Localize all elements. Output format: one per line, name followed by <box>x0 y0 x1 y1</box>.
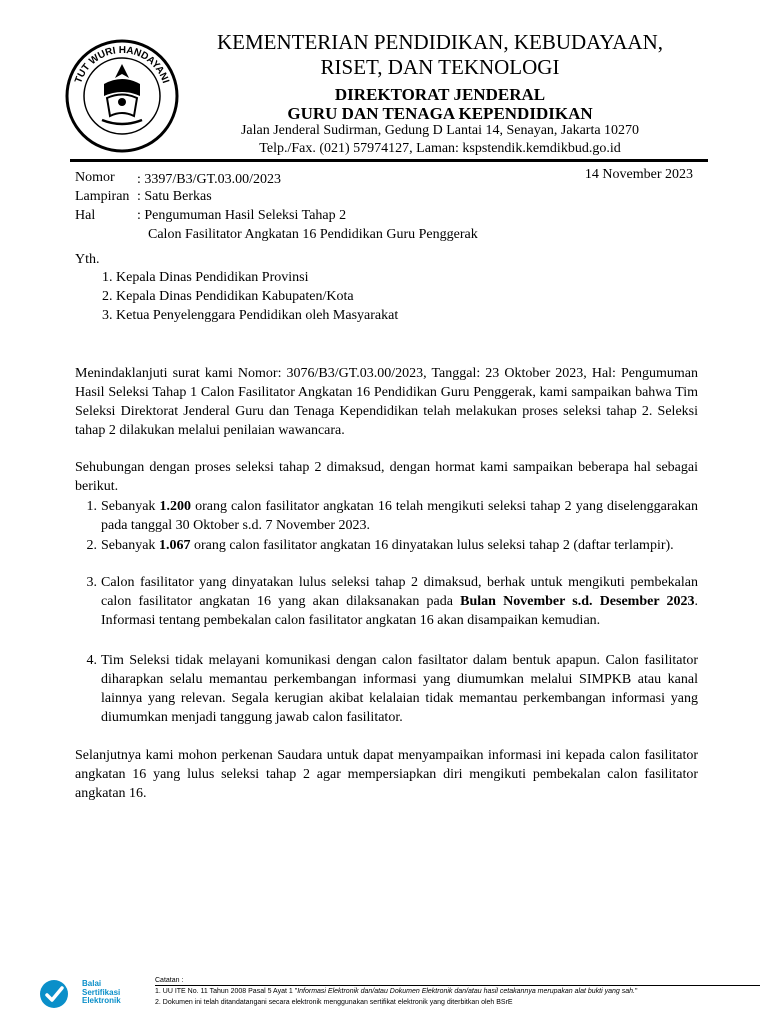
salutation: Yth. <box>75 252 100 267</box>
body-paragraph-1: Menindaklanjuti surat kami Nomor: 3076/B3/GT.03.00/2023, Tanggal: 23 Oktober 2023, Hal: Pengumuman Hasil Seleksi Tahap 1 Calon Fasilitator Angkatan 16 Pendidikan Guru Penggerak, kami sampaikan bahwa Tim Seleksi Direktorat Jenderal Guru dan Tenaga Kependidikan telah melakukan proses seleksi tahap 2. Seleksi tahap 2 dilakukan melalui penilaian wawancara. <box>75 366 698 438</box>
bsre-name: Balai Sertifikasi Elektronik <box>82 979 121 1005</box>
logo-motto: TUT WURI HANDAYANI <box>73 44 171 85</box>
footer-note-1: 1. UU ITE No. 11 Tahun 2008 Pasal 5 Ayat 1 "Informasi Elektronik dan/atau Dokumen Elektronik dan/atau hasil cetakannya merupakan alat bukti yang sah." <box>155 988 638 995</box>
footer-notes <box>155 975 755 1008</box>
lampiran-value: : Satu Berkas <box>137 189 212 204</box>
item-number: 4. <box>86 653 97 668</box>
item-text: Sebanyak 1.200 orang calon fasilitator angkatan 16 telah mengikuti seleksi tahap 2 yang diselenggarakan pada tanggal 30 Oktober s.d. 7 November 2023. <box>101 499 698 533</box>
item-number: 3. <box>86 575 97 590</box>
hal-value: : Pengumuman Hasil Seleksi Tahap 2 <box>137 208 347 223</box>
body-paragraph-3: Selanjutnya kami mohon perkenan Saudara untuk dapat menyampaikan informasi ini kepada calon fasilitator angkatan 16 yang lulus seleksi tahap 2 agar mempersiapkan diri mengikuti pembekalan calon fasilitator angkatan 16. <box>75 748 698 801</box>
tut-wuri-handayani-logo <box>62 36 182 156</box>
item-text: Calon fasilitator yang dinyatakan lulus seleksi tahap 2 dimaksud, berhak untuk mengikuti pembekalan calon fasilitator angkatan 16 yang akan dilaksanakan pada Bulan November s.d. Desember 2023. Informasi tentang pembekalan calon fasilitator angkatan 16 akan disampaikan kemudian. <box>101 575 698 628</box>
hal-label: Hal <box>75 208 96 223</box>
footer-divider <box>155 985 760 986</box>
hal-value-continued: Calon Fasilitator Angkatan 16 Pendidikan Guru Penggerak <box>148 227 478 242</box>
addressee-item: 1. Kepala Dinas Pendidikan Provinsi <box>102 270 309 285</box>
letterhead-address: Jalan Jenderal Sudirman, Gedung D Lantai 14, Senayan, Jakarta 10270 Telp./Fax. (021) 57974127, Laman: kspstendik.kemdikbud.go.id <box>240 123 640 156</box>
directorate-name: DIREKTORAT JENDERAL GURU DAN TENAGA KEPENDIDIKAN <box>287 85 593 123</box>
letter-date: 14 November 2023 <box>584 167 693 182</box>
catatan-label: Catatan : <box>155 977 184 984</box>
letterhead-divider <box>70 159 708 162</box>
nomor-label: Nomor <box>75 170 115 185</box>
body-paragraph-2: Sehubungan dengan proses seleksi tahap 2 dimaksud, dengan hormat kami sampaikan beberapa hal sebagai berikut. <box>75 460 698 494</box>
item-number: 1. <box>86 499 97 514</box>
addressee-item: 2. Kepala Dinas Pendidikan Kabupaten/Kota <box>102 289 354 304</box>
bsre-logo-icon <box>38 978 70 1010</box>
addressee-item: 3. Ketua Penyelenggara Pendidikan oleh Masyarakat <box>102 308 399 323</box>
item-text: Sebanyak 1.067 orang calon fasilitator angkatan 16 dinyatakan lulus seleksi tahap 2 (daftar terlampir). <box>101 538 674 553</box>
ministry-name: KEMENTERIAN PENDIDIKAN, KEBUDAYAAN, RISET, DAN TEKNOLOGI <box>216 30 664 79</box>
footer-note-2: 2. Dokumen ini telah ditandatangani secara elektronik menggunakan sertifikat elektronik yang diterbitkan oleh BSrE <box>155 999 513 1006</box>
nomor-value: : 3397/B3/GT.03.00/2023 <box>137 172 282 187</box>
item-text: Tim Seleksi tidak melayani komunikasi dengan calon fasiltator dalam bentuk apapun. Calon fasilitator diharapkan selalu memantau perkembangan informasi yang diumumkan melalui SIMPKB atau kanal lainnya yang relevan. Segala kerugian akibat kelalaian tidak memantau perkembangan informasi yang diumumkan menjadi tanggung jawab calon fasilitator. <box>101 653 698 725</box>
lampiran-label: Lampiran <box>75 189 130 204</box>
item-number: 2. <box>86 538 97 553</box>
